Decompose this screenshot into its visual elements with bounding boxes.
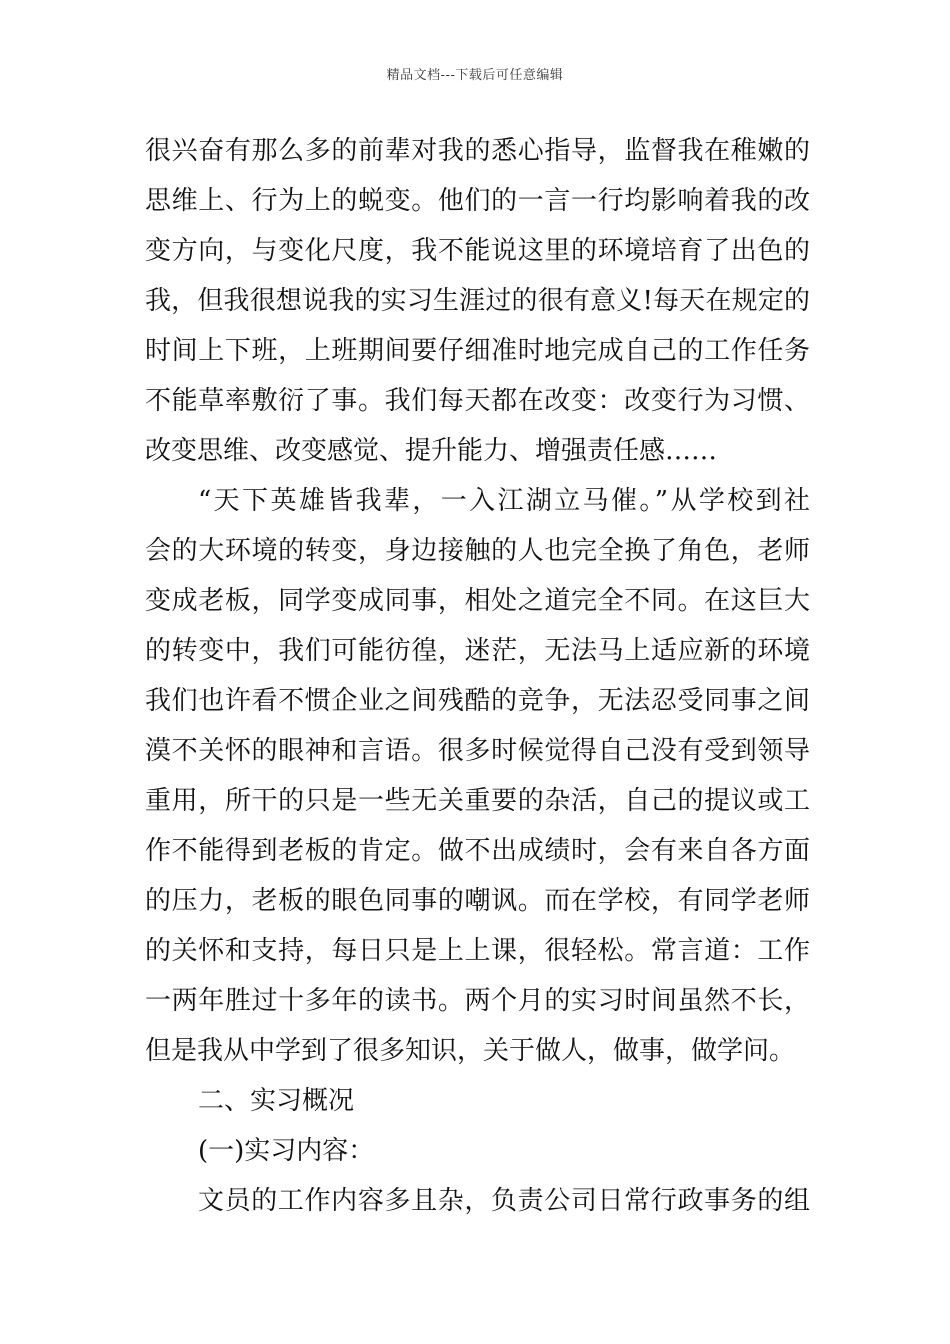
document-body [145, 126, 810, 1226]
text-line: 时间上下班，上班期间要仔细准时地完成自己的工作任务 [145, 336, 810, 366]
text-line: 的转变中，我们可能彷徨，迷茫，无法马上适应新的环境 [145, 636, 810, 666]
text-line: 重用，所干的只是一些无关重要的杂活，自己的提议或工 [145, 786, 810, 816]
text-line: 但是我从中学到了很多知识，关于做人，做事，做学问。 [145, 1036, 796, 1066]
text-line: 我们也许看不惯企业之间残酷的竞争，无法忍受同事之间 [145, 686, 810, 716]
text-line: 的关怀和支持，每日只是上上课，很轻松。常言道：工作 [145, 936, 810, 966]
text-line: 改变思维、改变感觉、提升能力、增强责任感…… [145, 436, 718, 466]
text-line: 会的大环境的转变，身边接触的人也完全换了角色，老师 [145, 536, 810, 566]
text-line: 思维上、行为上的蜕变。他们的一言一行均影响着我的改 [145, 186, 810, 216]
text-line: 漠不关怀的眼神和言语。很多时候觉得自己没有受到领导 [145, 736, 810, 766]
subsection-heading: (一)实习内容： [198, 1136, 375, 1166]
text-line: 的压力，老板的眼色同事的嘲讽。而在学校，有同学老师 [145, 886, 810, 916]
text-line: 变成老板，同学变成同事，相处之道完全不同。在这巨大 [145, 586, 810, 616]
text-line: 很兴奋有那么多的前辈对我的悉心指导，监督我在稚嫩的 [145, 136, 810, 166]
text-line: 我，但我很想说我的实习生涯过的很有意义!每天在规定的 [145, 286, 810, 316]
page-header: 精品文档---下载后可任意编辑 [386, 68, 564, 83]
text-line: 文员的工作内容多且杂，负责公司日常行政事务的组 [198, 1186, 810, 1216]
text-line: 一两年胜过十多年的读书。两个月的实习时间虽然不长， [145, 986, 810, 1016]
text-line: 变方向，与变化尺度，我不能说这里的环境培育了出色的 [145, 236, 810, 266]
text-line: 不能草率敷衍了事。我们每天都在改变：改变行为习惯、 [145, 386, 810, 416]
text-line: 作不能得到老板的肯定。做不出成绩时，会有来自各方面 [145, 836, 810, 866]
section-heading: 二、实习概况 [198, 1086, 355, 1116]
text-line: “天下英雄皆我辈，一入江湖立马催。”从学校到社 [198, 486, 810, 516]
